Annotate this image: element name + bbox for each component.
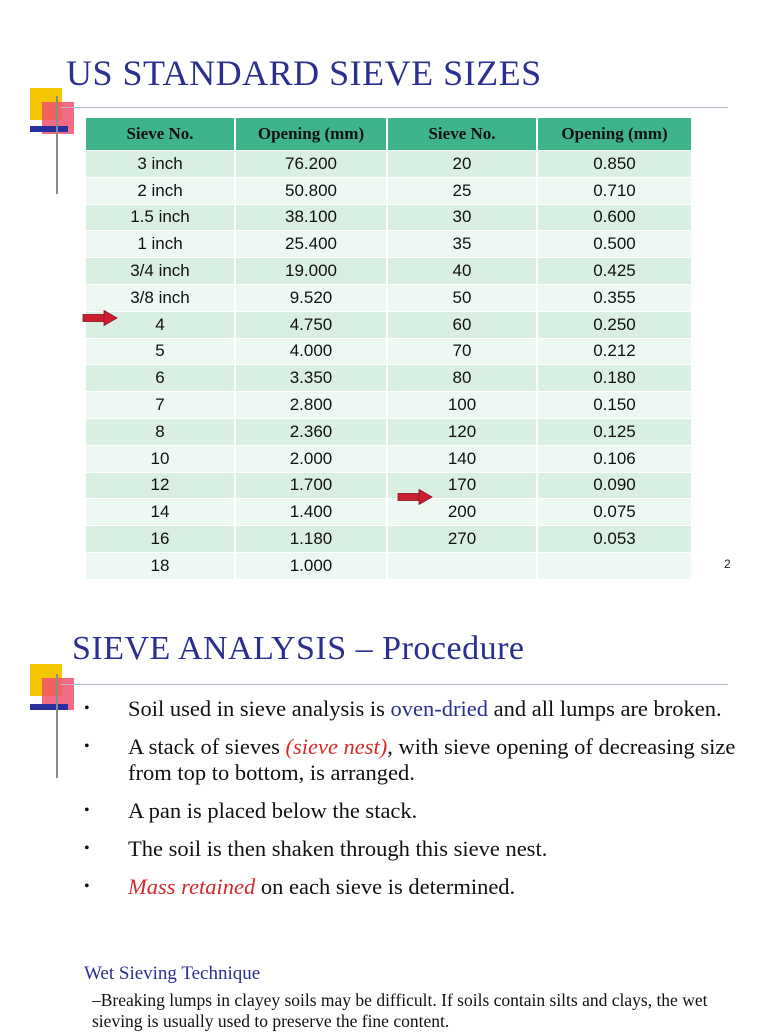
table-cell: 0.180	[538, 364, 691, 391]
bullet-marker: •	[84, 802, 90, 819]
slide-title: SIEVE ANALYSIS – Procedure	[72, 630, 525, 667]
bullet-marker: •	[84, 878, 90, 895]
table-cell: 0.075	[538, 498, 691, 525]
table-cell: 40	[388, 257, 538, 284]
table-cell: 4.000	[236, 338, 388, 365]
table-cell: 0.106	[538, 445, 691, 472]
table-cell: 4.750	[236, 311, 388, 338]
table-cell: 0.053	[538, 525, 691, 552]
subheading: Wet Sieving Technique	[84, 963, 261, 984]
title-rule	[60, 684, 728, 685]
table-header-row	[86, 118, 691, 150]
table-row	[86, 230, 691, 257]
bullet-text: A pan is placed below the stack.	[128, 798, 418, 823]
slide-sieve-procedure	[0, 600, 768, 1031]
table-row	[86, 311, 691, 338]
table-cell: 0.150	[538, 391, 691, 418]
bullet-item	[80, 836, 750, 862]
table-cell: 0.600	[538, 204, 691, 231]
table-row	[86, 552, 691, 579]
bullet-text: and all lumps are broken.	[487, 696, 722, 721]
table-cell: 2.000	[236, 445, 388, 472]
bullet-text: Soil used in sieve analysis is	[128, 696, 391, 721]
title-rule	[60, 107, 728, 108]
table-cell: 100	[388, 391, 538, 418]
arrow-shaft	[398, 494, 420, 501]
table-row	[86, 364, 691, 391]
table-cell: 0.500	[538, 230, 691, 257]
table-cell: 8	[86, 418, 236, 445]
table-row	[86, 257, 691, 284]
arrow-head	[419, 490, 432, 505]
table-cell: 14	[86, 498, 236, 525]
table-row	[86, 418, 691, 445]
table-body	[86, 150, 691, 579]
table-cell	[538, 552, 691, 579]
table-row	[86, 204, 691, 231]
table-cell: 6	[86, 364, 236, 391]
table-cell: 12	[86, 472, 236, 499]
highlighted-text: Mass retained	[128, 874, 256, 899]
red-arrow-icon	[397, 489, 433, 505]
bullet-marker: •	[84, 738, 90, 755]
procedure-bullet-list	[80, 696, 750, 912]
table-cell	[388, 552, 538, 579]
column-header: Opening (mm)	[236, 118, 388, 150]
table-cell: 25.400	[236, 230, 388, 257]
table-cell: 80	[388, 364, 538, 391]
table-cell: 1.400	[236, 498, 388, 525]
table-cell: 60	[388, 311, 538, 338]
table-cell: 270	[388, 525, 538, 552]
table-cell: 50	[388, 284, 538, 311]
table-cell: 0.355	[538, 284, 691, 311]
bullet-item	[80, 696, 750, 722]
table-cell: 25	[388, 177, 538, 204]
table-cell: 16	[86, 525, 236, 552]
highlighted-text: oven-dried	[390, 696, 488, 721]
sieve-size-table	[86, 118, 691, 579]
table-cell: 18	[86, 552, 236, 579]
table-row	[86, 472, 691, 499]
arrow-shaft	[83, 315, 105, 322]
table-row	[86, 498, 691, 525]
bullet-item	[80, 734, 750, 786]
table-cell: 30	[388, 204, 538, 231]
table-cell: 10	[86, 445, 236, 472]
table-row	[86, 177, 691, 204]
sub-bullet-text: –Breaking lumps in clayey soils may be difficult. If soils contain silts and clays, the wet sieving is usually used to preserve the fine content.	[92, 990, 708, 1031]
slide-title: US STANDARD SIEVE SIZES	[66, 53, 542, 93]
table-cell: 70	[388, 338, 538, 365]
highlighted-text: (sieve nest)	[285, 734, 388, 759]
column-header: Sieve No.	[86, 118, 236, 150]
table-cell: 5	[86, 338, 236, 365]
arrow-head	[104, 311, 117, 326]
table-cell: 3/4 inch	[86, 257, 236, 284]
table-cell: 3.350	[236, 364, 388, 391]
table-cell: 0.710	[538, 177, 691, 204]
table-row	[86, 284, 691, 311]
table-cell: 20	[388, 150, 538, 177]
table-cell: 3/8 inch	[86, 284, 236, 311]
table-cell: 1.180	[236, 525, 388, 552]
page-number: 2	[724, 557, 731, 571]
table-cell: 1.5 inch	[86, 204, 236, 231]
bullet-text: A stack of sieves	[128, 734, 286, 759]
table-cell: 2.360	[236, 418, 388, 445]
table-row	[86, 150, 691, 177]
bullet-marker: •	[84, 700, 90, 717]
table-cell: 0.850	[538, 150, 691, 177]
bullet-text: , with sieve opening of decreasing size from top to bottom, is arranged.	[128, 734, 736, 785]
bullet-text: The soil is then shaken through this sieve nest.	[128, 836, 548, 861]
table-cell: 50.800	[236, 177, 388, 204]
table-cell: 76.200	[236, 150, 388, 177]
table-row	[86, 391, 691, 418]
table-row	[86, 338, 691, 365]
table-cell: 0.125	[538, 418, 691, 445]
red-arrow-icon	[82, 310, 118, 326]
table-row	[86, 525, 691, 552]
table-cell: 1.700	[236, 472, 388, 499]
bullet-text: on each sieve is determined.	[255, 874, 516, 899]
table-cell: 0.212	[538, 338, 691, 365]
table-cell: 200	[388, 498, 538, 525]
table-row	[86, 445, 691, 472]
table-cell: 19.000	[236, 257, 388, 284]
table-cell: 3 inch	[86, 150, 236, 177]
bullet-item	[80, 874, 750, 900]
bullet-marker: •	[84, 840, 90, 857]
table-cell: 170	[388, 472, 538, 499]
table-cell: 1 inch	[86, 230, 236, 257]
table-cell: 9.520	[236, 284, 388, 311]
table-cell: 35	[388, 230, 538, 257]
table-cell: 7	[86, 391, 236, 418]
table-cell: 38.100	[236, 204, 388, 231]
table-cell: 2 inch	[86, 177, 236, 204]
table-cell: 2.800	[236, 391, 388, 418]
table-cell: 1.000	[236, 552, 388, 579]
table-cell: 120	[388, 418, 538, 445]
table-cell: 0.250	[538, 311, 691, 338]
table-cell: 0.090	[538, 472, 691, 499]
table-cell: 4	[86, 311, 236, 338]
table-cell: 140	[388, 445, 538, 472]
bullet-item	[80, 798, 750, 824]
column-header: Sieve No.	[388, 118, 538, 150]
table-cell: 0.425	[538, 257, 691, 284]
column-header: Opening (mm)	[538, 118, 691, 150]
